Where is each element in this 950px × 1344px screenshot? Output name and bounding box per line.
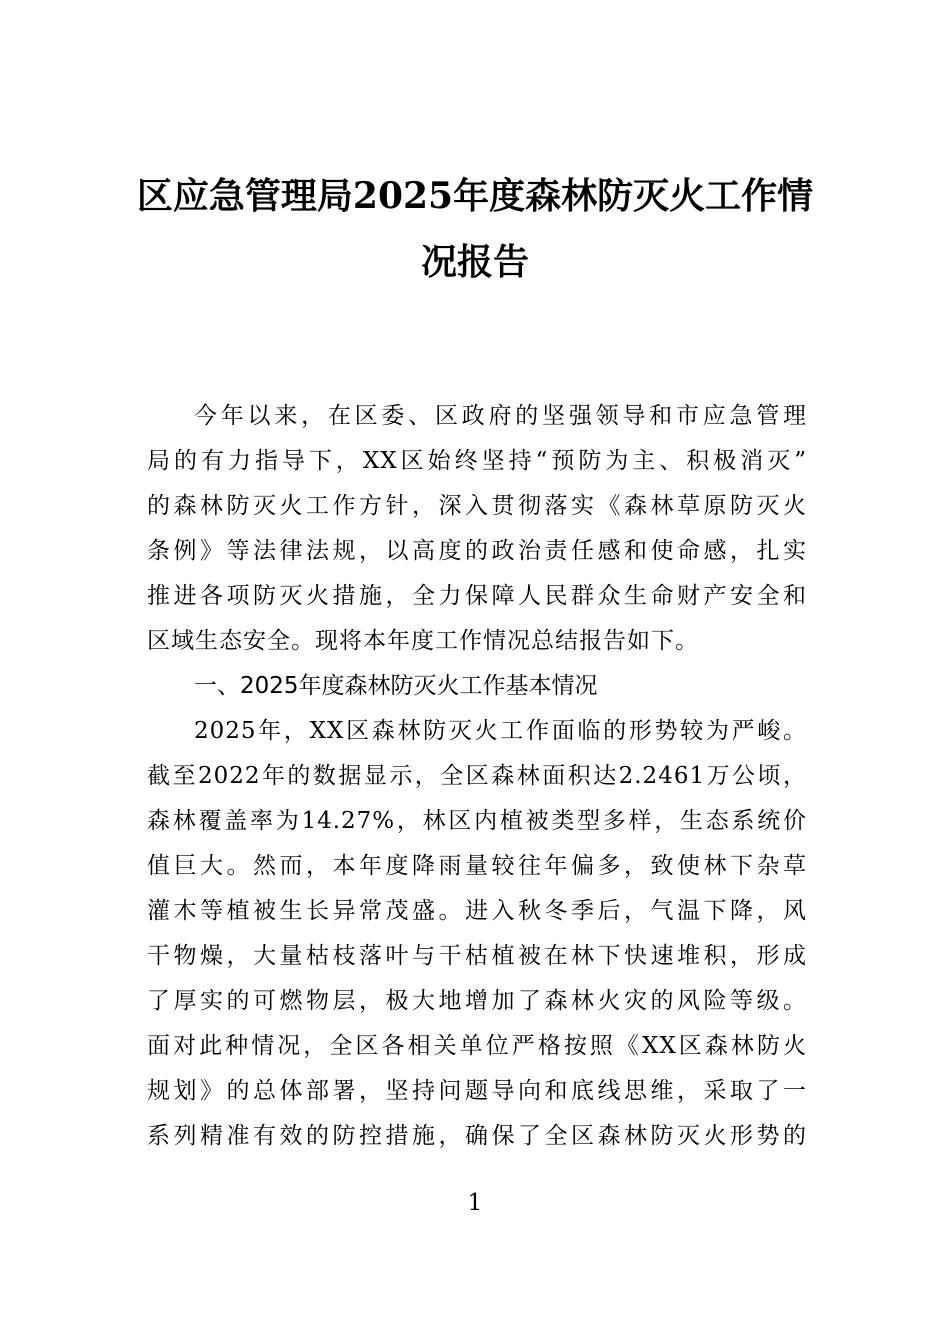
section-heading: 一、2025年度森林防灭火工作基本情况 bbox=[194, 673, 598, 699]
paragraph-1-line-6: 区域生态安全。现将本年度工作情况总结报告如下。 bbox=[147, 628, 699, 654]
document-title-line-1: 区应急管理局2025年度森林防灭火工作情 bbox=[136, 175, 814, 217]
paragraph-2-line-9: 规划》的总体部署，坚持问题导向和底线思维，采取了一 bbox=[147, 1078, 807, 1104]
paragraph-1-line-1: 今年以来，在区委、区政府的坚强领导和市应急管理 bbox=[194, 403, 807, 429]
paragraph-1-line-5: 推进各项防灭火措施，全力保障人民群众生命财产安全和 bbox=[147, 583, 807, 609]
paragraph-2-line-10: 系列精准有效的防控措施，确保了全区森林防灭火形势的 bbox=[147, 1123, 807, 1149]
paragraph-2-line-3: 森林覆盖率为14.27%，林区内植被类型多样，生态系统价 bbox=[147, 808, 807, 834]
paragraph-1-line-3: 的森林防灭火工作方针，深入贯彻落实《森林草原防灭火 bbox=[147, 493, 807, 519]
paragraph-2-line-4: 值巨大。然而，本年度降雨量较往年偏多，致使林下杂草 bbox=[147, 853, 807, 879]
paragraph-2-line-7: 了厚实的可燃物层，极大地增加了森林火灾的风险等级。 bbox=[147, 988, 807, 1014]
page-number: 1 bbox=[467, 1190, 483, 1216]
paragraph-2-line-5: 灌木等植被生长异常茂盛。进入秋冬季后，气温下降，风 bbox=[147, 898, 807, 924]
paragraph-2-line-6: 干物燥，大量枯枝落叶与干枯植被在林下快速堆积，形成 bbox=[147, 943, 807, 969]
document-title-line-2: 况报告 bbox=[420, 241, 529, 283]
paragraph-2-line-8: 面对此种情况，全区各相关单位严格按照《XX区森林防火 bbox=[147, 1033, 807, 1059]
paragraph-1-line-4: 条例》等法律法规，以高度的政治责任感和使命感，扎实 bbox=[147, 538, 807, 564]
paragraph-2-line-1: 2025年，XX区森林防灭火工作面临的形势较为严峻。 bbox=[194, 718, 807, 744]
paragraph-1-line-2: 局的有力指导下，XX区始终坚持“预防为主、积极消灭” bbox=[147, 448, 807, 474]
paragraph-2-line-2: 截至2022年的数据显示，全区森林面积达2.2461万公顷， bbox=[147, 763, 807, 789]
